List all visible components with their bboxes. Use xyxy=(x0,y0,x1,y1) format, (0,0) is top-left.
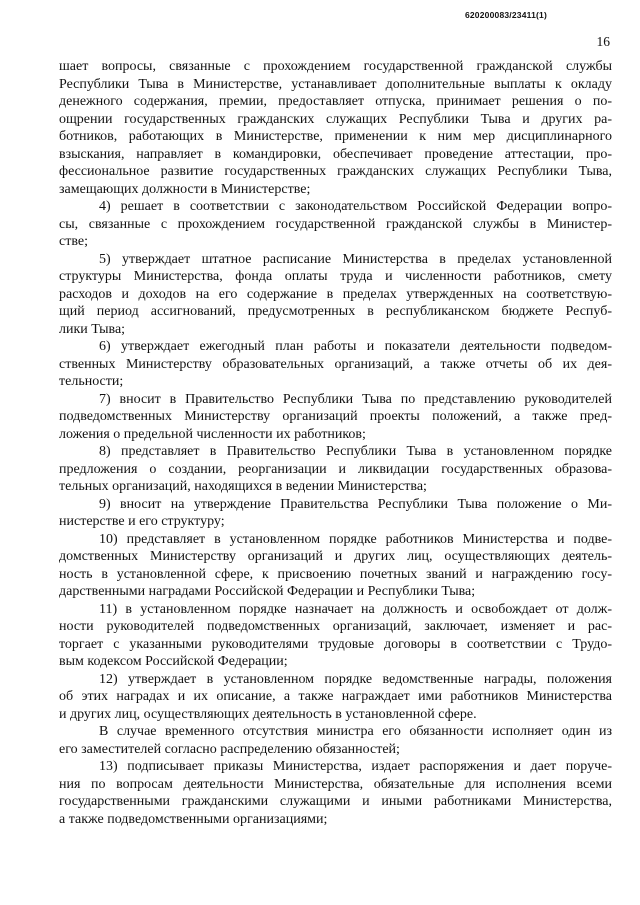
paragraph xyxy=(59,443,612,496)
paragraph xyxy=(59,251,612,339)
text-line: предложения о создании, реорганизации и ликвидации государственных образова- xyxy=(59,461,612,477)
text-line: ботников, работающих в Министерстве, применении к ним мер дисциплинарного xyxy=(59,129,612,144)
text-line: 10) представляет в установленном порядке работников Министерства и подве- xyxy=(99,531,612,547)
text-line: ность в установленной сфере, к присвоению почетных званий и награждению госу- xyxy=(59,566,612,582)
text-line: тельности; xyxy=(59,374,124,389)
text-line: Республики Тыва в Министерстве, устанавливает дополнительные выплаты к окладу xyxy=(59,76,612,92)
text-line: тельных организаций, находящихся в ведении Министерства; xyxy=(59,479,427,494)
paragraph xyxy=(59,198,612,251)
text-line: и других лиц, осуществляющих деятельность в установленной сфере. xyxy=(59,706,477,722)
document-body xyxy=(59,58,612,828)
text-line: фессиональное развитие государственных гражданских служащих Республики Тыва, xyxy=(59,164,612,179)
paragraph xyxy=(59,338,612,391)
text-line: 4) решает в соответствии с законодательством Российской Федерации вопро- xyxy=(99,199,612,214)
paragraph xyxy=(59,58,612,198)
text-line: домственных Министерству организаций и других лиц, осуществляющих деятель- xyxy=(59,549,612,564)
text-line: ственных Министерству образовательных организаций, а также отчеты об их дея- xyxy=(59,356,612,372)
text-line: 12) утверждает в установленном порядке ведомственные награды, положения xyxy=(99,671,612,687)
text-line: В случае временного отсутствия министра его обязанности исполняет один из xyxy=(99,724,612,739)
text-line: 6) утверждает ежегодный план работы и показатели деятельности подведом- xyxy=(99,339,612,354)
text-line: щий период ассигнований, предусмотренных в республиканском бюджете Респуб- xyxy=(59,304,612,319)
text-line: лики Тыва; xyxy=(59,321,126,337)
text-line: стве; xyxy=(59,234,88,249)
text-line: 11) в установленном порядке назначает на должность и освобождает от долж- xyxy=(99,601,612,617)
text-line: подведомственных Министерству организаций проекты положений, а также пред- xyxy=(59,409,612,424)
text-line: а также подведомственными организациями; xyxy=(59,811,328,827)
text-line: структуры Министерства, фонда оплаты труда и численности работников, смету xyxy=(59,269,612,284)
text-line: замещающих должности в Министерстве; xyxy=(59,181,311,197)
paragraph xyxy=(59,671,612,724)
text-line: 8) представляет в Правительство Республики Тыва в установленном порядке xyxy=(99,444,612,459)
text-line: 13) подписывает приказы Министерства, издает распоряжения и дает поруче- xyxy=(99,759,612,774)
text-line: торгает с указанными руководителями трудовые договоры в соответствии с Трудо- xyxy=(59,636,612,652)
paragraph xyxy=(59,758,612,828)
text-line: 5) утверждает штатное расписание Министерства в пределах установленной xyxy=(99,251,612,267)
page-number: 16 xyxy=(596,34,610,49)
text-line: 7) вносит в Правительство Республики Тыва по представлению руководителей xyxy=(99,391,612,407)
text-line: ложения о предельной численности их работников; xyxy=(59,426,366,442)
text-line: денежного содержания, премии, предоставляет отпуска, принимает решения о по- xyxy=(59,94,612,109)
paragraph xyxy=(59,531,612,601)
text-line: вым кодексом Российской Федерации; xyxy=(59,654,288,669)
text-line: ния по вопросам деятельности Министерства, обязательные для исполнения всеми xyxy=(59,776,612,792)
paragraph xyxy=(59,723,612,758)
text-line: государственными гражданскими служащими и иными работниками Министерства, xyxy=(59,794,612,809)
text-line: дарственными наградами Российской Федерации и Республики Тыва; xyxy=(59,584,476,599)
text-line: об этих наградах и их описание, а также награждает ими работников Министерства xyxy=(59,689,612,704)
text-line: ности руководителей подведомственных организаций, заключает, изменяет и рас- xyxy=(59,619,612,634)
text-line: взыскания, направляет в командировки, обеспечивает проведение аттестации, про- xyxy=(59,146,612,162)
text-line: ощрении государственных гражданских служащих Республики Тыва и других ра- xyxy=(59,111,612,127)
text-line: шает вопросы, связанные с прохождением государственной гражданской службы xyxy=(59,59,612,74)
text-line: сы, связанные с прохождением государственной гражданской службы в Министер- xyxy=(59,216,612,232)
text-line: 9) вносит на утверждение Правительства Республики Тыва положение о Ми- xyxy=(99,496,612,512)
paragraph xyxy=(59,391,612,444)
text-line: нистерстве и его структуру; xyxy=(59,514,225,529)
paragraph xyxy=(59,601,612,671)
paragraph xyxy=(59,496,612,531)
document-id: 620200083/23411(1) xyxy=(464,10,548,20)
text-line: его заместителей согласно распределению обязанностей; xyxy=(59,741,400,757)
text-line: расходов и доходов на его содержание в пределах утвержденных на соответствую- xyxy=(59,286,612,302)
